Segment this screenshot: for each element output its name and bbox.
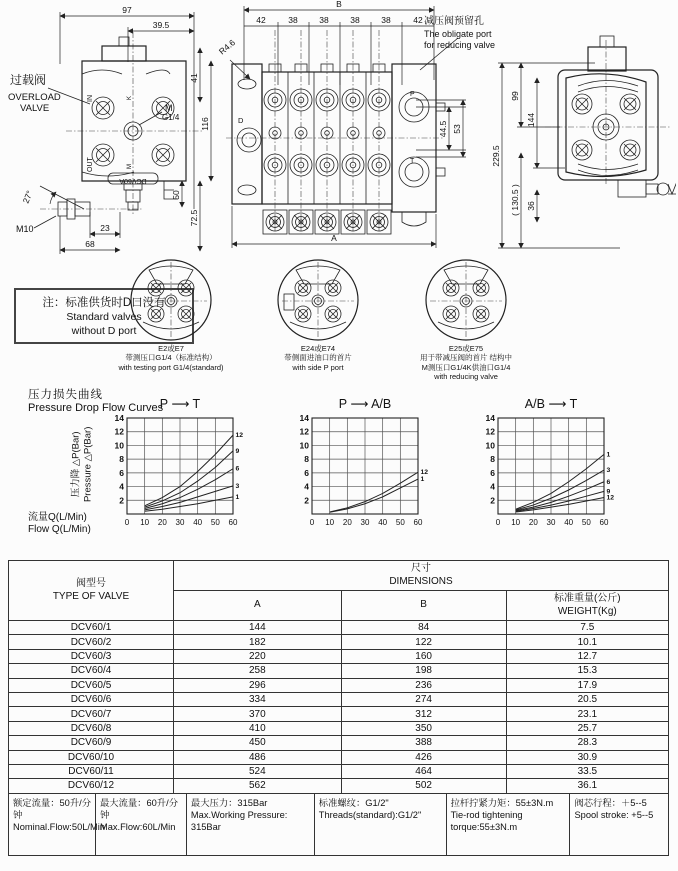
header-weight bbox=[506, 591, 668, 621]
thread-label: M10 bbox=[16, 224, 34, 234]
curve-label-1: 1 bbox=[606, 451, 611, 459]
x-tick-label: 20 bbox=[342, 518, 352, 527]
spec-tierod-torque: 拉杆拧紧力矩：55±3N.m Tie-rod tightening torque:55±3N.m bbox=[447, 794, 571, 855]
cell-type: DCV60/3 bbox=[9, 649, 174, 663]
end-view-body bbox=[545, 36, 676, 197]
dimension-lines bbox=[60, 5, 211, 254]
cell-b: 198 bbox=[341, 664, 506, 678]
x-tick-label: 40 bbox=[564, 518, 574, 527]
dim-B: B bbox=[336, 0, 342, 9]
cell-type: DCV60/4 bbox=[9, 664, 174, 678]
x-tick-label: 10 bbox=[511, 518, 521, 527]
header-dimensions bbox=[174, 561, 669, 591]
port-g14-label: G1/4 bbox=[162, 113, 180, 122]
spec-spool-stroke: 阀芯行程：＋5--5 Spool stroke: +5--5 bbox=[574, 797, 654, 820]
y-tick-label: 6 bbox=[490, 467, 495, 478]
dim-72-5: 72.5 bbox=[189, 209, 199, 227]
cell-weight: 23.1 bbox=[506, 707, 668, 721]
y-axis-label-en: Pressure △P(Bar) bbox=[83, 426, 94, 503]
dim-68: 68 bbox=[85, 239, 95, 249]
p-port-label: P bbox=[410, 91, 415, 98]
spec-footer bbox=[8, 794, 669, 856]
chart-title: P ⟶ A/B bbox=[338, 397, 392, 411]
cell-type: DCV60/8 bbox=[9, 721, 174, 735]
y-tick-label: 4 bbox=[304, 481, 309, 492]
cell-a: 296 bbox=[174, 678, 342, 692]
dim-41: 41 bbox=[189, 73, 199, 83]
y-tick-label: 8 bbox=[490, 454, 495, 465]
header-weight-en: WEIGHT(Kg) bbox=[557, 605, 617, 617]
dim-38c: 38 bbox=[350, 15, 360, 25]
x-tick-label: 60 bbox=[228, 518, 238, 527]
x-tick-label: 30 bbox=[360, 518, 370, 527]
reducing-note-en1: The obligate port bbox=[424, 28, 492, 39]
valve-bank-body bbox=[226, 30, 458, 234]
caption-line: M测压口G1/4K供油口G1/4 bbox=[421, 362, 511, 372]
y-tick-label: 4 bbox=[490, 481, 495, 492]
curve-1 bbox=[516, 454, 604, 509]
cell-a: 258 bbox=[174, 664, 342, 678]
table-row bbox=[9, 649, 669, 663]
cell-type: DCV60/6 bbox=[9, 692, 174, 706]
curve-label-3: 3 bbox=[235, 482, 240, 490]
dimensions-table-section bbox=[8, 560, 669, 856]
spec-threads: 标准螺纹：G1/2" Threads(standard):G1/2" bbox=[315, 794, 447, 855]
y-tick-label: 14 bbox=[114, 413, 124, 423]
spec-max-pressure: 最大压力：315Bar Max.Working Pressure: 315Bar bbox=[187, 794, 315, 855]
cell-weight: 17.9 bbox=[506, 678, 668, 692]
cell-weight: 15.3 bbox=[506, 664, 668, 678]
y-tick-label: 6 bbox=[119, 467, 124, 478]
x-axis-label bbox=[28, 512, 91, 536]
cell-weight: 28.3 bbox=[506, 736, 668, 750]
end-cover-circle bbox=[424, 258, 508, 342]
x-tick-label: 10 bbox=[325, 518, 335, 527]
port-m-label: M bbox=[165, 103, 173, 113]
cell-weight: 12.7 bbox=[506, 649, 668, 663]
y-tick-label: 2 bbox=[490, 495, 495, 506]
x-tick-label: 50 bbox=[581, 518, 591, 527]
header-col-a: A bbox=[174, 591, 342, 621]
dim-38a: 38 bbox=[288, 15, 298, 25]
cell-a: 334 bbox=[174, 692, 342, 706]
dim-angle: 27° bbox=[20, 189, 35, 205]
cell-weight: 10.1 bbox=[506, 635, 668, 649]
x-axis-label-cn: 流量Q(L/Min) bbox=[28, 512, 87, 523]
table-row bbox=[9, 779, 669, 793]
cell-b: 388 bbox=[341, 736, 506, 750]
dim-36: 36 bbox=[526, 201, 536, 211]
k-label: K bbox=[127, 95, 133, 100]
cell-a: 450 bbox=[174, 736, 342, 750]
cell-a: 562 bbox=[174, 779, 342, 793]
dimension-lines bbox=[491, 63, 620, 248]
y-tick-label: 12 bbox=[114, 426, 124, 437]
spec-max-flow: 最大流量：60升/分钟 Max.Flow:60L/Min bbox=[96, 794, 187, 855]
port-diagram-e25 bbox=[376, 258, 556, 382]
curve-label-9: 9 bbox=[235, 447, 240, 455]
cell-a: 370 bbox=[174, 707, 342, 721]
x-tick-label: 0 bbox=[495, 518, 501, 527]
curve-1 bbox=[330, 479, 418, 512]
dim-50: 50 bbox=[171, 190, 181, 200]
caption-line: E25或E75 bbox=[448, 344, 484, 353]
cell-weight: 36.1 bbox=[506, 779, 668, 793]
dim-144: 144 bbox=[526, 112, 536, 128]
caption-line: 带测压口G1/4（标准结构） bbox=[125, 353, 217, 363]
x-tick-label: 40 bbox=[378, 518, 388, 527]
cell-a: 220 bbox=[174, 649, 342, 663]
m-small-label: M bbox=[127, 164, 133, 169]
dim-39-5: 39.5 bbox=[152, 20, 170, 30]
dim-23: 23 bbox=[100, 223, 110, 233]
y-tick-label: 14 bbox=[299, 413, 309, 423]
in-label: IN bbox=[87, 95, 94, 102]
chart-title: P ⟶ T bbox=[159, 397, 201, 411]
cell-a: 486 bbox=[174, 750, 342, 764]
curve-3 bbox=[145, 486, 233, 510]
x-tick-label: 40 bbox=[193, 518, 203, 527]
x-tick-label: 20 bbox=[157, 518, 167, 527]
header-dims-cn: 尺寸 bbox=[411, 563, 431, 574]
y-tick-label: 12 bbox=[299, 426, 309, 437]
header-col-b: B bbox=[341, 591, 506, 621]
right-drawing-end-view bbox=[470, 8, 676, 256]
caption-line: with reducing valve bbox=[434, 372, 498, 382]
cell-type: DCV60/7 bbox=[9, 707, 174, 721]
t-port-label: T bbox=[410, 158, 415, 165]
cell-b: 502 bbox=[341, 779, 506, 793]
cell-weight: 20.5 bbox=[506, 692, 668, 706]
cell-b: 464 bbox=[341, 764, 506, 778]
valve-body bbox=[66, 32, 202, 216]
cell-type: DCV60/12 bbox=[9, 779, 174, 793]
y-tick-label: 14 bbox=[485, 413, 495, 423]
y-tick-label: 12 bbox=[485, 426, 495, 437]
caption-line: with testing port G1/4(standard) bbox=[118, 362, 224, 372]
y-tick-label: 10 bbox=[114, 440, 124, 451]
dim-97: 97 bbox=[122, 5, 132, 15]
x-tick-label: 60 bbox=[599, 518, 609, 527]
caption-line: E24或E74 bbox=[300, 344, 336, 353]
nameplate: DCV60A bbox=[119, 177, 147, 184]
curves-title-en: Pressure Drop Flow Curves bbox=[28, 402, 164, 414]
y-tick-label: 8 bbox=[304, 454, 309, 465]
header-type-en: TYPE OF VALVE bbox=[52, 590, 130, 602]
y-tick-label: 2 bbox=[119, 495, 124, 506]
curve-label-9: 9 bbox=[606, 488, 611, 496]
caption-line: 带侧面进油口的首片 bbox=[284, 353, 352, 363]
curve-label-1: 1 bbox=[235, 493, 240, 501]
x-tick-label: 30 bbox=[175, 518, 185, 527]
x-tick-label: 50 bbox=[395, 518, 405, 527]
dim-44-5: 44.5 bbox=[438, 120, 448, 138]
dim-99: 99 bbox=[510, 91, 520, 101]
cell-type: DCV60/1 bbox=[9, 621, 174, 635]
curve-label-1: 1 bbox=[420, 476, 425, 484]
cell-b: 426 bbox=[341, 750, 506, 764]
header-weight-cn: 标准重量(公斤) bbox=[553, 593, 621, 604]
curve-12 bbox=[330, 472, 418, 512]
cell-weight: 33.5 bbox=[506, 764, 668, 778]
cell-type: DCV60/2 bbox=[9, 635, 174, 649]
cell-b: 160 bbox=[341, 649, 506, 663]
caption-line: E2或E7 bbox=[158, 344, 184, 353]
cell-b: 122 bbox=[341, 635, 506, 649]
cell-a: 410 bbox=[174, 721, 342, 735]
cell-type: DCV60/5 bbox=[9, 678, 174, 692]
cell-a: 524 bbox=[174, 764, 342, 778]
curve-1 bbox=[145, 497, 233, 511]
table-row bbox=[9, 736, 669, 750]
dim-42b: 42 bbox=[413, 15, 423, 25]
header-type-cn: 阀型号 bbox=[76, 578, 106, 589]
cell-weight: 25.7 bbox=[506, 721, 668, 735]
x-tick-label: 50 bbox=[210, 518, 220, 527]
dim-229-5: 229.5 bbox=[491, 145, 501, 167]
y-tick-label: 2 bbox=[304, 495, 309, 506]
curve-label-12: 12 bbox=[420, 469, 429, 477]
y-tick-label: 10 bbox=[299, 440, 309, 451]
left-drawing-side-view bbox=[4, 4, 216, 256]
cell-type: DCV60/9 bbox=[9, 736, 174, 750]
handle-joint bbox=[16, 186, 142, 234]
x-tick-label: 0 bbox=[309, 518, 315, 527]
x-axis-label-en: Flow Q(L/Min) bbox=[28, 524, 91, 535]
cell-b: 274 bbox=[341, 692, 506, 706]
dim-38b: 38 bbox=[319, 15, 329, 25]
dim-38d: 38 bbox=[381, 15, 391, 25]
curve-label-6: 6 bbox=[235, 465, 240, 473]
reducing-note-cn: 减压阀预留孔 bbox=[424, 16, 484, 27]
cell-weight: 7.5 bbox=[506, 621, 668, 635]
cell-weight: 30.9 bbox=[506, 750, 668, 764]
x-tick-label: 0 bbox=[124, 518, 130, 527]
overload-valve-cn: 过载阀 bbox=[10, 73, 47, 87]
y-tick-label: 4 bbox=[119, 481, 124, 492]
end-cover-circle bbox=[276, 258, 360, 342]
x-tick-label: 30 bbox=[546, 518, 556, 527]
curve-label-3: 3 bbox=[606, 467, 611, 475]
y-tick-label: 8 bbox=[119, 454, 124, 465]
caption-line: with side P port bbox=[292, 362, 344, 372]
cell-a: 144 bbox=[174, 621, 342, 635]
y-axis-label-cn: 压力降 △P(Bar) bbox=[70, 431, 82, 498]
curve-label-12: 12 bbox=[235, 432, 244, 440]
y-tick-label: 10 bbox=[485, 440, 495, 451]
chart-title: A/B ⟶ T bbox=[524, 397, 578, 411]
table-row bbox=[9, 707, 669, 721]
dim-A: A bbox=[331, 233, 337, 243]
dimensions-table bbox=[8, 560, 669, 794]
cell-a: 182 bbox=[174, 635, 342, 649]
dim-130-5: ( 130.5 ) bbox=[510, 184, 520, 216]
note-line-en2: without D port bbox=[71, 324, 137, 337]
note-line-cn: 注：标准供货时D口没有 bbox=[42, 297, 166, 309]
note-line-en1: Standard valves bbox=[66, 310, 142, 323]
table-row bbox=[9, 692, 669, 706]
header-type-of-valve bbox=[9, 561, 174, 621]
overload-valve-en2: VALVE bbox=[20, 103, 50, 114]
cell-b: 84 bbox=[341, 621, 506, 635]
table-row bbox=[9, 621, 669, 635]
cell-type: DCV60/10 bbox=[9, 750, 174, 764]
table-row bbox=[9, 635, 669, 649]
table-row bbox=[9, 750, 669, 764]
table-row bbox=[9, 678, 669, 692]
port-diagram-e24 bbox=[262, 258, 374, 372]
port-diagram-e2 bbox=[115, 258, 227, 372]
curve-label-6: 6 bbox=[606, 478, 611, 486]
overload-valve-en1: OVERLOAD bbox=[8, 92, 61, 103]
cell-b: 312 bbox=[341, 707, 506, 721]
table-row bbox=[9, 764, 669, 778]
end-cover-circle bbox=[129, 258, 213, 342]
curve-label-12: 12 bbox=[606, 494, 615, 502]
table-row bbox=[9, 664, 669, 678]
x-tick-label: 20 bbox=[528, 518, 538, 527]
chart-p-to-ab bbox=[286, 396, 436, 528]
x-tick-label: 10 bbox=[140, 518, 150, 527]
dim-116: 116 bbox=[200, 117, 210, 131]
y-axis-label bbox=[71, 399, 96, 529]
dim-53: 53 bbox=[452, 124, 462, 134]
chart-p-to-t bbox=[101, 396, 251, 528]
curves-title-cn: 压力损失曲线 bbox=[28, 389, 103, 401]
reducing-note-en2: for reducing valve bbox=[424, 39, 496, 50]
table-row bbox=[9, 721, 669, 735]
cell-b: 236 bbox=[341, 678, 506, 692]
chart-ab-to-t bbox=[472, 396, 622, 528]
spec-nominal-flow: 额定流量：50升/分钟 Nominal.Flow:50L/Min bbox=[9, 794, 96, 855]
dim-42a: 42 bbox=[256, 15, 266, 25]
y-tick-label: 6 bbox=[304, 467, 309, 478]
dim-r46: R4.6 bbox=[216, 37, 238, 57]
header-dims-en: DIMENSIONS bbox=[389, 575, 453, 587]
x-tick-label: 60 bbox=[413, 518, 423, 527]
caption-line: 用于带减压阀的首片 结构中 bbox=[419, 353, 513, 363]
cell-b: 350 bbox=[341, 721, 506, 735]
d-port-label: D bbox=[238, 116, 244, 125]
cell-type: DCV60/11 bbox=[9, 764, 174, 778]
out-label: OUT bbox=[87, 157, 94, 172]
